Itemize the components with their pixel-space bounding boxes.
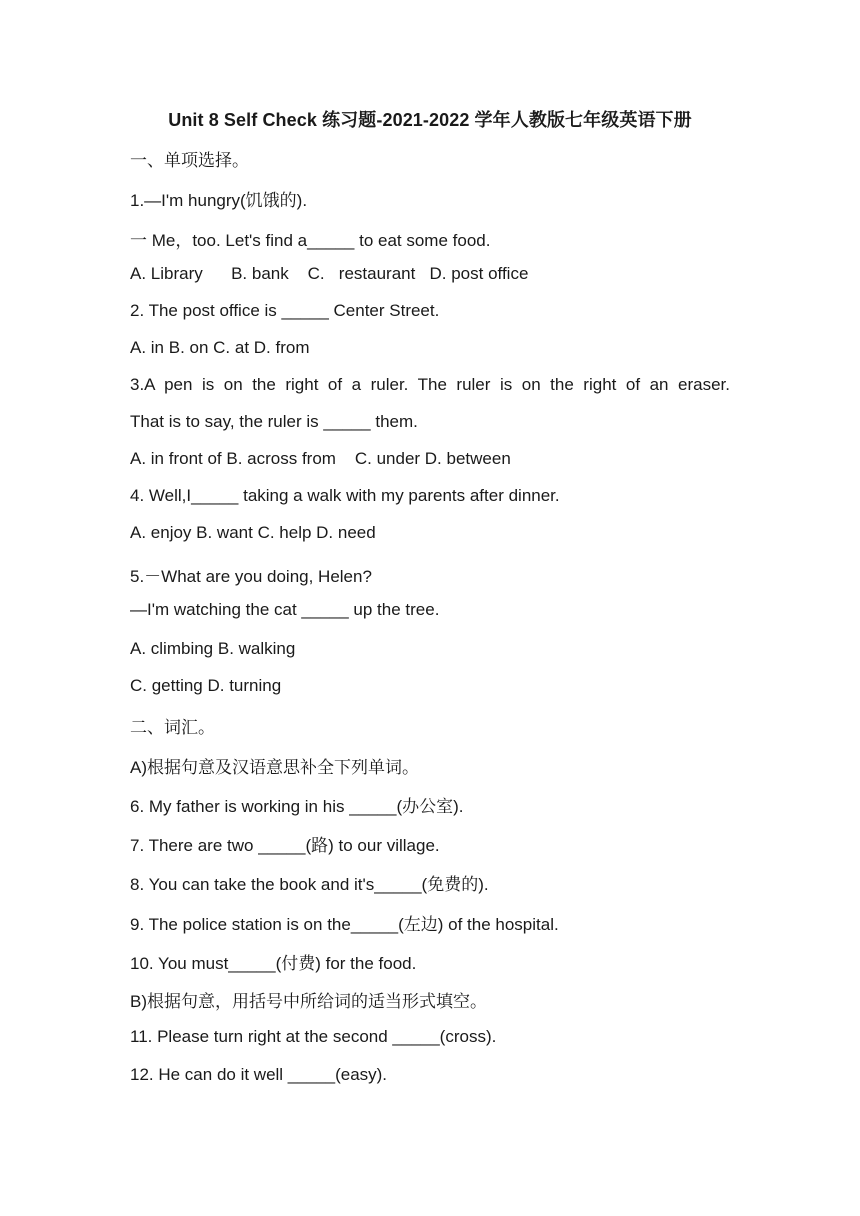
question-line: 5.－What are you doing, Helen? [130, 567, 372, 586]
document-title: Unit 8 Self Check 练习题-2021-2022 学年人教版七年级英语下册 [168, 110, 692, 130]
question-line: 7. There are two _____(路) to our village. [130, 836, 440, 855]
section-heading: 二、词汇。 [130, 718, 215, 737]
question-line: 9. The police station is on the_____(左边) of the hospital. [130, 915, 559, 934]
sub-instruction: A)根据句意及汉语意思补全下列单词。 [130, 758, 419, 777]
sub-instruction: B)根据句意，用括号中所给词的适当形式填空。 [130, 992, 487, 1011]
question-line: 3.A pen is on the right of a ruler. The ruler is on the right of an eraser. [130, 375, 730, 394]
question-line: —I'm watching the cat _____ up the tree. [130, 600, 440, 619]
question-line: 1.—I'm hungry(饥饿的). [130, 191, 308, 210]
question-line: 12. He can do it well _____(easy). [130, 1065, 388, 1084]
options-line: C. getting D. turning [130, 676, 282, 695]
question-line: 4. Well,I_____ taking a walk with my parents after dinner. [130, 486, 560, 505]
question-line: 8. You can take the book and it's_____(免费的). [130, 875, 489, 894]
question-line: That is to say, the ruler is _____ them. [130, 412, 418, 431]
question-line: 10. You must_____(付费) for the food. [130, 954, 417, 973]
options-line: A. in B. on C. at D. from [130, 338, 310, 357]
options-line: A. Library B. bank C. restaurant D. post office [130, 264, 529, 283]
options-line: A. climbing B. walking [130, 639, 296, 658]
question-line: 2. The post office is _____ Center Street. [130, 301, 440, 320]
section-heading: 一、单项选择。 [130, 151, 249, 170]
options-line: A. enjoy B. want C. help D. need [130, 523, 376, 542]
options-line: A. in front of B. across from C. under D. between [130, 449, 511, 468]
question-line: 一 Me，too. Let's find a_____ to eat some food. [130, 231, 491, 250]
question-line: 6. My father is working in his _____(办公室). [130, 797, 464, 816]
question-line: 11. Please turn right at the second _____(cross). [130, 1027, 497, 1046]
